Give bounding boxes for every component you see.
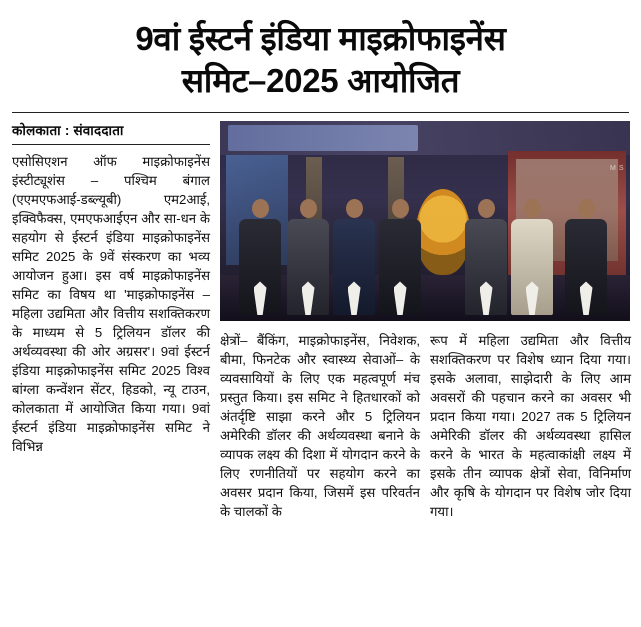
person-6: [510, 199, 554, 315]
person-head: [524, 199, 541, 218]
page-title: [18, 18, 623, 102]
column-left-text: [12, 152, 210, 456]
lower-columns: [220, 331, 631, 521]
person-2: [286, 199, 330, 315]
headline-line-2: समिट–2025 आयोजित: [181, 62, 460, 100]
article-body: [12, 121, 629, 521]
person-3: [332, 199, 376, 315]
column-middle-text: [220, 331, 420, 521]
paragraph: क्षेत्रों– बैंकिंग, माइक्रोफाइनेंस, निवेशक, बीमा, फिनटेक और स्वास्थ्य सेवाओं– के व्यवसायियों के लिए एक महत्वपूर्ण मंच प्रस्तुत किया। इस समिट ने हितधारकों को अंतर्दृष्टि साझा करने और 5 ट्रिलियन अमेरिकी डॉलर की अर्थव्यवस्था बनाने के व्यापक लक्ष्य की दिशा में योगदान करने के लिए रणनीतियों पर सहयोग करने का अवसर प्रदान किया, जिसमें इस परिवर्तन के चालकों के: [220, 333, 420, 520]
person-head: [252, 199, 269, 218]
column-middle: [220, 331, 420, 521]
stage-tag-text: M S: [610, 165, 624, 173]
floral-wreath: [416, 189, 470, 275]
person-4: [378, 199, 422, 315]
column-right-group: [220, 121, 631, 521]
person-5: [464, 199, 508, 315]
person-1: [238, 199, 282, 315]
headline-line-1: 9वां ईस्टर्न इंडिया माइक्रोफाइनेंस: [135, 20, 506, 57]
paragraph: एसोसिएशन ऑफ माइक्रोफाइनेंस इंस्टीट्यूशंस – पश्चिम बंगाल (एएमएफआई-डब्ल्यूबी) एम2आई, इक्विफैक्स, एमएफआईएन और सा-धन के सहयोग से ईस्टर्न इंडिया माइक्रोफाइनेंस समिट 2025 के 9वें संस्करण का भव्य आयोजन हुआ। इस वर्ष माइक्रोफाइनेंस समिट का विषय था 'माइक्रोफाइनेंस – महिला उद्यमिता और वित्तीय सशक्तिकरण के माध्यम से 5 ट्रिलियन डॉलर की अर्थव्यवस्था की ओर अग्रसर'। 9वां ईस्टर्न इंडिया माइक्रोफाइनेंस समिट 2025 विश्व बांग्ला कन्वेंशन सेंटर, हिडको, न्यू टाउन, कोलकाता में आयोजित किया गया। 9वां ईस्टर्न इंडिया माइक्रोफाइनेंस समिट ने विभिन्न: [12, 154, 210, 455]
column-right: [430, 331, 631, 521]
person-head: [392, 199, 409, 218]
column-right-text: [430, 331, 631, 521]
headline-divider: [12, 112, 629, 113]
byline: कोलकाता : संवाददाता: [12, 121, 210, 145]
event-banner: [228, 125, 418, 151]
paragraph: रूप में महिला उद्यमिता और वित्तीय सशक्तिकरण पर विशेष ध्यान दिया गया। इसके अलावा, साझेदारी के लिए आम अवसरों की पहचान करने का अवसर भी प्रदान किया गया। 2027 तक 5 ट्रिलियन अमेरिकी डॉलर की अर्थव्यवस्था हासिल करने के भारत के महत्वाकांक्षी लक्ष्य में इसके तीन व्यापक क्षेत्रों सेवा, विनिर्माण और कृषि के योगदान पर विशेष जोर दिया गया।: [430, 333, 631, 520]
person-head: [346, 199, 363, 218]
person-head: [578, 199, 595, 218]
event-photo: [220, 121, 630, 321]
person-7: [564, 199, 608, 315]
column-left: [12, 121, 210, 521]
person-head: [478, 199, 495, 218]
person-head: [300, 199, 317, 218]
